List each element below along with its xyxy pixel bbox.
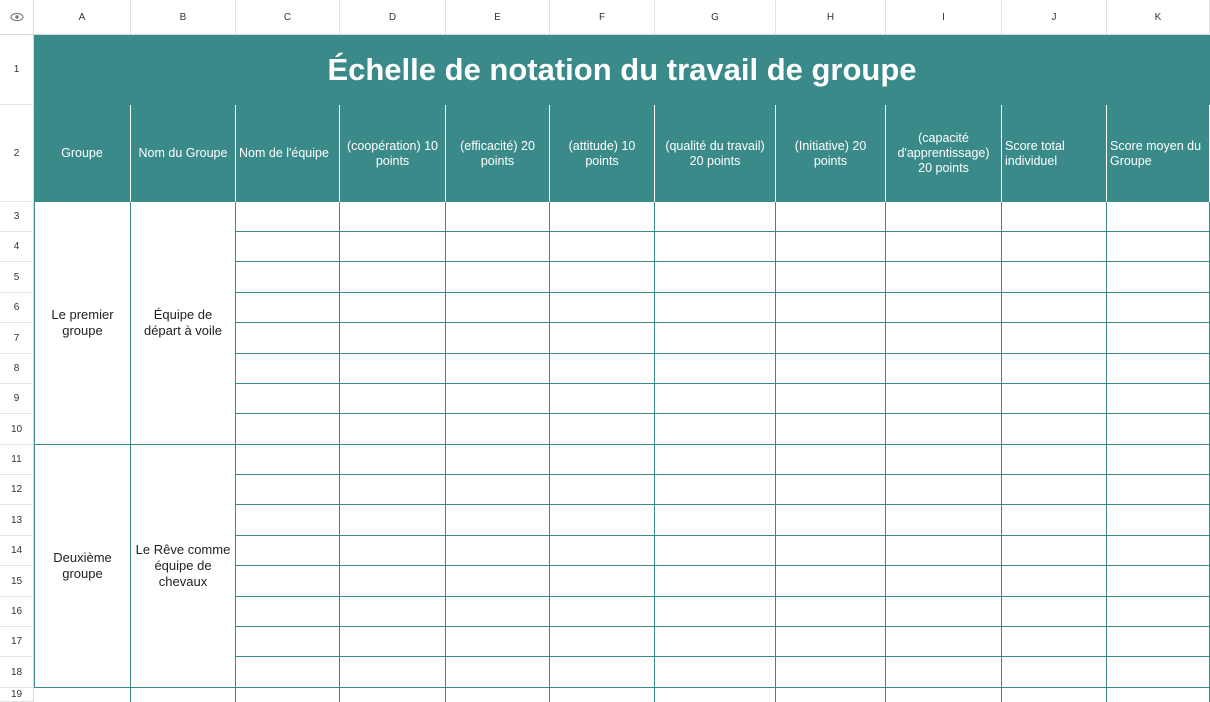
cell-c7[interactable] [236,323,340,354]
cell-k3[interactable] [1107,202,1210,232]
cell-j10[interactable] [1002,414,1107,445]
column-header-a[interactable]: A [34,0,131,35]
cell-i6[interactable] [886,293,1002,323]
cell-h7[interactable] [776,323,886,354]
cell-i12[interactable] [886,475,1002,505]
column-header-c[interactable]: C [236,0,340,35]
cell-e10[interactable] [446,414,550,445]
cell-g5[interactable] [655,262,776,293]
row-header-4[interactable]: 4 [0,232,34,262]
header-cell-e[interactable]: (efficacité) 20 points [446,105,550,202]
cell-h14[interactable] [776,536,886,566]
cell-f10[interactable] [550,414,655,445]
cell-d18[interactable] [340,657,446,688]
eye-icon [10,12,24,22]
cell-c15[interactable] [236,566,340,597]
cell-f7[interactable] [550,323,655,354]
header-cell-b[interactable]: Nom du Groupe [131,105,236,202]
cell-h5[interactable] [776,262,886,293]
cell-f18[interactable] [550,657,655,688]
cell-c5[interactable] [236,262,340,293]
cell-g12[interactable] [655,475,776,505]
cell-g7[interactable] [655,323,776,354]
cell-e19[interactable] [446,688,550,702]
row-header-8[interactable]: 8 [0,354,34,384]
cell-g14[interactable] [655,536,776,566]
cell-e9[interactable] [446,384,550,414]
row-header-7[interactable]: 7 [0,323,34,354]
cell-k5[interactable] [1107,262,1210,293]
cell-i10[interactable] [886,414,1002,445]
cell-k8[interactable] [1107,354,1210,384]
cell-k9[interactable] [1107,384,1210,414]
cell-i5[interactable] [886,262,1002,293]
cell-k19[interactable] [1107,688,1210,702]
cell-e5[interactable] [446,262,550,293]
cell-h9[interactable] [776,384,886,414]
cell-e6[interactable] [446,293,550,323]
cell-f14[interactable] [550,536,655,566]
cell-g15[interactable] [655,566,776,597]
cell-a19[interactable] [34,688,131,702]
header-cell-h[interactable]: (Initiative) 20 points [776,105,886,202]
header-cell-c[interactable]: Nom de l'équipe [236,105,340,202]
cell-e18[interactable] [446,657,550,688]
cell-c16[interactable] [236,597,340,627]
cell-j19[interactable] [1002,688,1107,702]
row-header-15[interactable]: 15 [0,566,34,597]
header-cell-k[interactable]: Score moyen du Groupe [1107,105,1210,202]
cell-g19[interactable] [655,688,776,702]
cell-k14[interactable] [1107,536,1210,566]
cell-b19[interactable] [131,688,236,702]
header-cell-j[interactable]: Score total individuel [1002,105,1107,202]
cell-j12[interactable] [1002,475,1107,505]
cell-d13[interactable] [340,505,446,536]
cell-h8[interactable] [776,354,886,384]
cell-d6[interactable] [340,293,446,323]
cell-g16[interactable] [655,597,776,627]
cell-j7[interactable] [1002,323,1107,354]
cell-f12[interactable] [550,475,655,505]
cell-e15[interactable] [446,566,550,597]
cell-d7[interactable] [340,323,446,354]
cell-i14[interactable] [886,536,1002,566]
cell-f4[interactable] [550,232,655,262]
cell-j17[interactable] [1002,627,1107,657]
cell-c13[interactable] [236,505,340,536]
cell-j9[interactable] [1002,384,1107,414]
cell-e17[interactable] [446,627,550,657]
cell-k17[interactable] [1107,627,1210,657]
cell-d14[interactable] [340,536,446,566]
cell-j3[interactable] [1002,202,1107,232]
cell-g11[interactable] [655,445,776,475]
cell-e3[interactable] [446,202,550,232]
row-header-9[interactable]: 9 [0,384,34,414]
cell-i19[interactable] [886,688,1002,702]
cell-d15[interactable] [340,566,446,597]
cell-j18[interactable] [1002,657,1107,688]
cell-c12[interactable] [236,475,340,505]
cell-h6[interactable] [776,293,886,323]
row-header-5[interactable]: 5 [0,262,34,293]
cell-e8[interactable] [446,354,550,384]
cell-h16[interactable] [776,597,886,627]
cell-h17[interactable] [776,627,886,657]
cell-h10[interactable] [776,414,886,445]
cell-f13[interactable] [550,505,655,536]
cell-d4[interactable] [340,232,446,262]
column-header-h[interactable]: H [776,0,886,35]
row-header-1[interactable]: 1 [0,35,34,105]
cell-j16[interactable] [1002,597,1107,627]
cell-d19[interactable] [340,688,446,702]
cell-c17[interactable] [236,627,340,657]
header-cell-a[interactable]: Groupe [34,105,131,202]
column-header-i[interactable]: I [886,0,1002,35]
row-header-17[interactable]: 17 [0,627,34,657]
cell-g9[interactable] [655,384,776,414]
cell-e13[interactable] [446,505,550,536]
cell-i9[interactable] [886,384,1002,414]
column-header-k[interactable]: K [1107,0,1210,35]
header-cell-g[interactable]: (qualité du travail) 20 points [655,105,776,202]
cell-k6[interactable] [1107,293,1210,323]
header-cell-d[interactable]: (coopération) 10 points [340,105,446,202]
cell-d9[interactable] [340,384,446,414]
cell-g4[interactable] [655,232,776,262]
cell-c9[interactable] [236,384,340,414]
cell-k16[interactable] [1107,597,1210,627]
cell-j5[interactable] [1002,262,1107,293]
row-header-16[interactable]: 16 [0,597,34,627]
cell-c4[interactable] [236,232,340,262]
cell-i13[interactable] [886,505,1002,536]
cell-e12[interactable] [446,475,550,505]
cell-f9[interactable] [550,384,655,414]
cell-f5[interactable] [550,262,655,293]
column-header-f[interactable]: F [550,0,655,35]
cell-f19[interactable] [550,688,655,702]
cell-h11[interactable] [776,445,886,475]
cell-g18[interactable] [655,657,776,688]
cell-c11[interactable] [236,445,340,475]
group-cell[interactable]: Deuxième groupe [34,445,131,688]
cell-k12[interactable] [1107,475,1210,505]
column-header-e[interactable]: E [446,0,550,35]
cell-c3[interactable] [236,202,340,232]
cell-d11[interactable] [340,445,446,475]
cell-h15[interactable] [776,566,886,597]
cell-j11[interactable] [1002,445,1107,475]
cell-c18[interactable] [236,657,340,688]
cell-h4[interactable] [776,232,886,262]
row-header-14[interactable]: 14 [0,536,34,566]
cell-g17[interactable] [655,627,776,657]
column-header-b[interactable]: B [131,0,236,35]
cell-c19[interactable] [236,688,340,702]
cell-d17[interactable] [340,627,446,657]
cell-f15[interactable] [550,566,655,597]
row-header-2[interactable]: 2 [0,105,34,202]
cell-d12[interactable] [340,475,446,505]
cell-c10[interactable] [236,414,340,445]
cell-e4[interactable] [446,232,550,262]
column-header-j[interactable]: J [1002,0,1107,35]
cell-k18[interactable] [1107,657,1210,688]
cell-e14[interactable] [446,536,550,566]
row-header-11[interactable]: 11 [0,445,34,475]
header-cell-f[interactable]: (attitude) 10 points [550,105,655,202]
row-header-6[interactable]: 6 [0,293,34,323]
cell-h19[interactable] [776,688,886,702]
group-cell[interactable]: Le premier groupe [34,202,131,445]
row-header-13[interactable]: 13 [0,505,34,536]
cell-h3[interactable] [776,202,886,232]
row-header-3[interactable]: 3 [0,202,34,232]
cell-i16[interactable] [886,597,1002,627]
cell-i17[interactable] [886,627,1002,657]
cell-i3[interactable] [886,202,1002,232]
cell-g3[interactable] [655,202,776,232]
column-header-g[interactable]: G [655,0,776,35]
cell-d5[interactable] [340,262,446,293]
cell-f16[interactable] [550,597,655,627]
cell-h18[interactable] [776,657,886,688]
cell-i8[interactable] [886,354,1002,384]
row-header-10[interactable]: 10 [0,414,34,445]
cell-j15[interactable] [1002,566,1107,597]
cell-k15[interactable] [1107,566,1210,597]
cell-k11[interactable] [1107,445,1210,475]
cell-g10[interactable] [655,414,776,445]
cell-c8[interactable] [236,354,340,384]
cell-i4[interactable] [886,232,1002,262]
cell-d8[interactable] [340,354,446,384]
cell-k10[interactable] [1107,414,1210,445]
cell-c14[interactable] [236,536,340,566]
cell-j4[interactable] [1002,232,1107,262]
cell-c6[interactable] [236,293,340,323]
cell-d3[interactable] [340,202,446,232]
row-header-12[interactable]: 12 [0,475,34,505]
cell-d10[interactable] [340,414,446,445]
cell-i15[interactable] [886,566,1002,597]
cell-i11[interactable] [886,445,1002,475]
cell-j14[interactable] [1002,536,1107,566]
cell-e16[interactable] [446,597,550,627]
cell-f8[interactable] [550,354,655,384]
cell-e11[interactable] [446,445,550,475]
cell-g8[interactable] [655,354,776,384]
cell-f3[interactable] [550,202,655,232]
sheet-title[interactable]: Échelle de notation du travail de groupe [34,35,1210,105]
cell-f11[interactable] [550,445,655,475]
cell-j8[interactable] [1002,354,1107,384]
cell-f6[interactable] [550,293,655,323]
cell-j13[interactable] [1002,505,1107,536]
column-header-d[interactable]: D [340,0,446,35]
row-header-18[interactable]: 18 [0,657,34,688]
row-header-19[interactable]: 19 [0,688,34,702]
header-cell-i[interactable]: (capacité d'apprentissage) 20 points [886,105,1002,202]
cell-g13[interactable] [655,505,776,536]
cell-k7[interactable] [1107,323,1210,354]
cell-h13[interactable] [776,505,886,536]
cell-d16[interactable] [340,597,446,627]
select-all-corner[interactable] [0,0,34,35]
cell-g6[interactable] [655,293,776,323]
cell-j6[interactable] [1002,293,1107,323]
cell-k4[interactable] [1107,232,1210,262]
group-name-cell[interactable]: Le Rêve comme équipe de chevaux [131,445,236,688]
cell-i18[interactable] [886,657,1002,688]
cell-e7[interactable] [446,323,550,354]
cell-h12[interactable] [776,475,886,505]
cell-f17[interactable] [550,627,655,657]
cell-i7[interactable] [886,323,1002,354]
group-name-cell[interactable]: Équipe de départ à voile [131,202,236,445]
cell-k13[interactable] [1107,505,1210,536]
